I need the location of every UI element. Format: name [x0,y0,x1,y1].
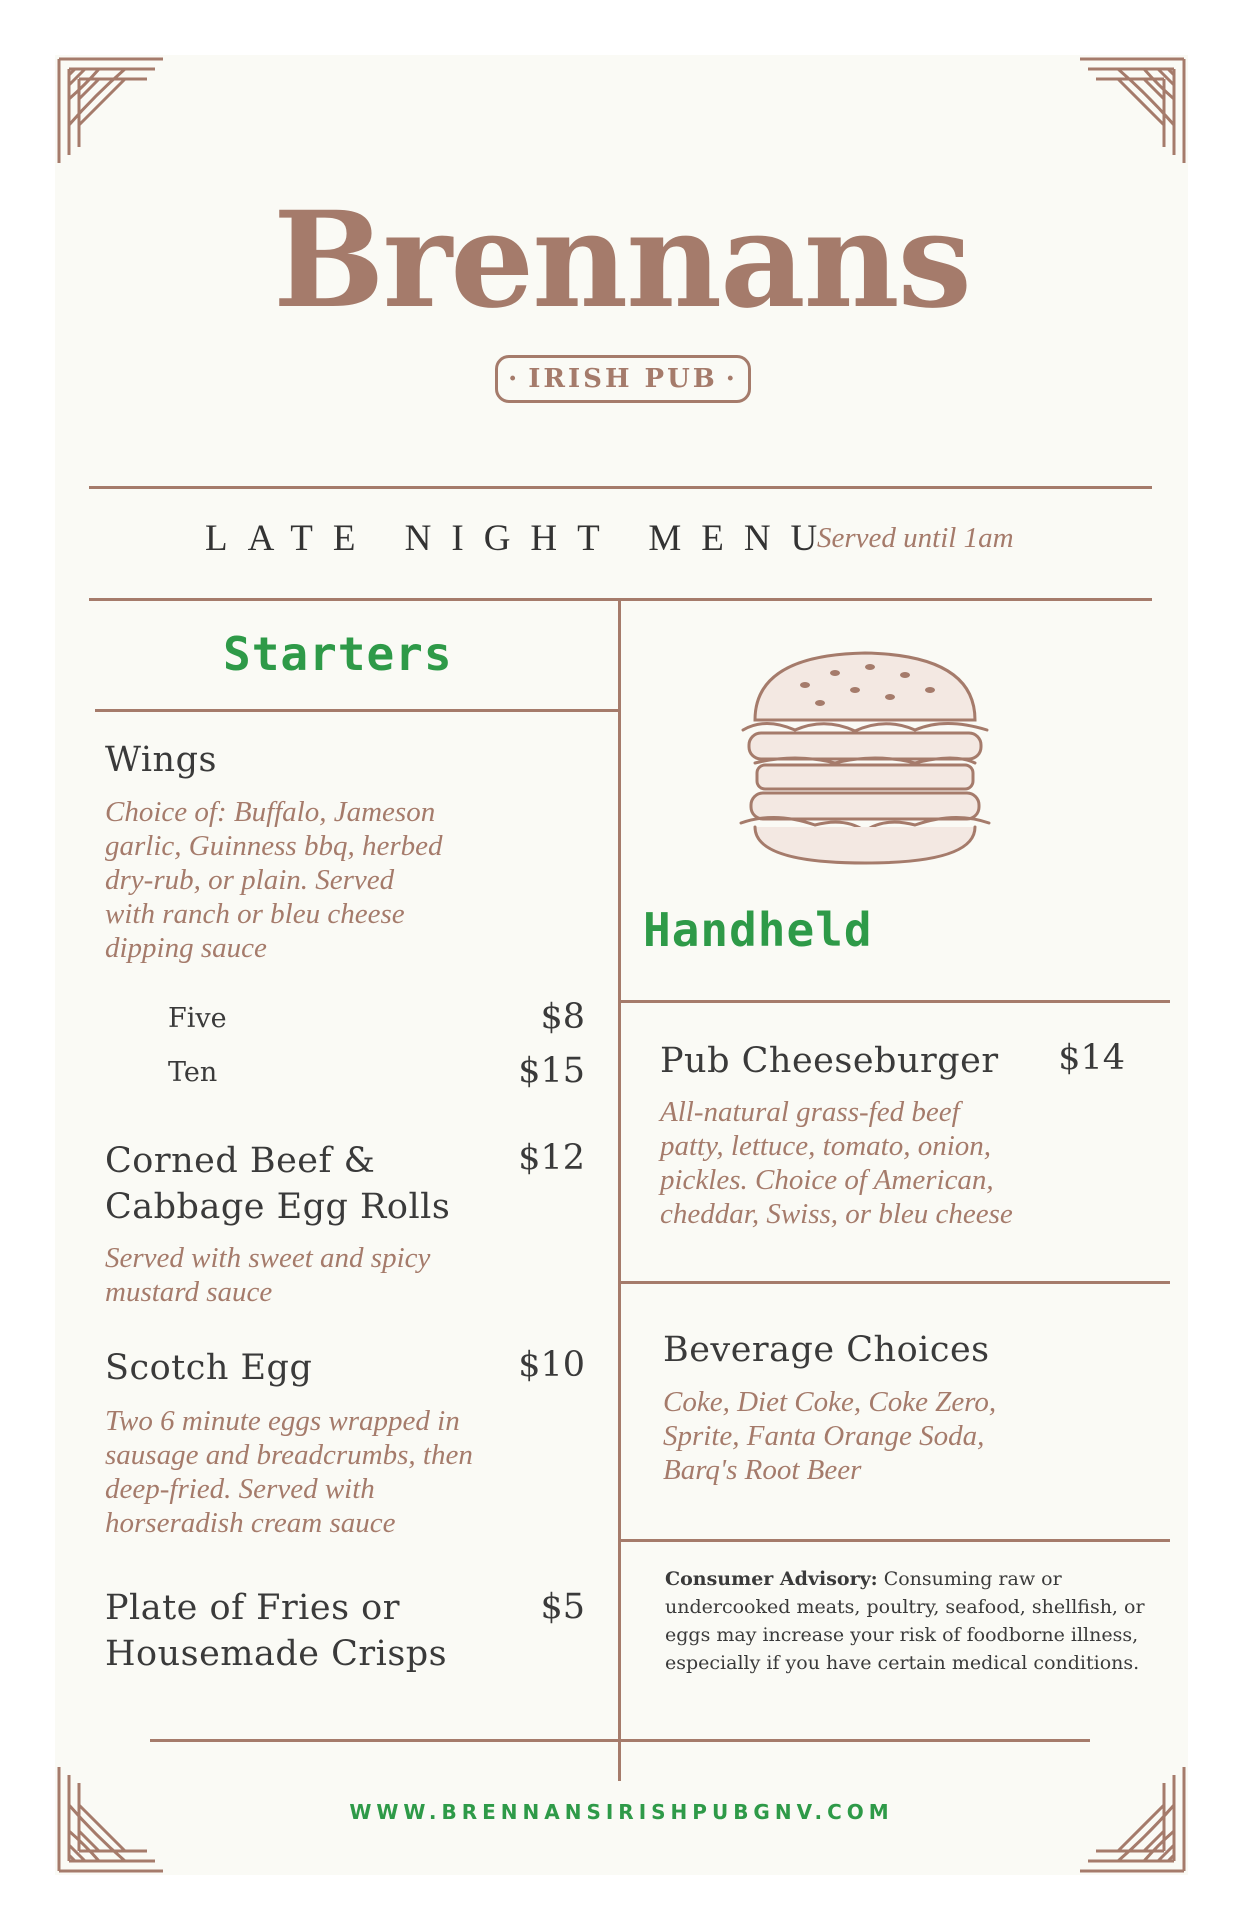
column-divider [618,598,621,1781]
tagline: IRISH PUB [528,364,718,394]
divider [618,1539,1170,1542]
wings-option-five: Five [168,1003,227,1034]
divider [150,1739,1090,1742]
scotch-egg-description: Two 6 minute eggs wrapped in sausage and breadcrumbs, then deep-fried. Served with horseradish cream sauce [105,1405,473,1539]
website-link[interactable]: WWW.BRENNANSIRISHPUBGNV.COM [349,1800,894,1824]
wings-price-five: $8 [540,997,585,1037]
beverage-choices-name: Beverage Choices [663,1330,990,1370]
divider [95,709,618,712]
beverage-choices-description: Coke, Diet Coke, Coke Zero, Sprite, Fanta Orange Soda, Barq's Root Beer [663,1386,997,1486]
cheeseburger-name: Pub Cheeseburger [660,1041,999,1081]
wings-description: Choice of: Buffalo, Jameson garlic, Guinness bbq, herbed dry-rub, or plain. Served with ranch or bleu cheese dipping sauce [105,796,443,964]
cheeseburger-description: All-natural grass-fed beef patty, lettuce, tomato, onion, pickles. Choice of American, cheddar, Swiss, or bleu cheese [660,1096,1013,1230]
advisory-text: Consuming raw or undercooked meats, poultry, seafood, shellfish, or eggs may increase your risk of foodborne illness, especially if you have certain medical conditions. [665,1568,1145,1674]
divider [618,1000,1170,1003]
scotch-egg-price: $10 [518,1345,585,1385]
egg-rolls-name: Corned Beef & Cabbage Egg Rolls [105,1141,451,1227]
badge-dot: · [508,364,521,394]
burger-illustration-icon [735,645,995,870]
badge-dot: · [725,364,738,394]
menu-title: LATE NIGHT MENU [205,518,838,559]
consumer-advisory [665,1565,1145,1677]
starters-heading: Starters [223,627,453,681]
menu-page [55,55,1188,1875]
egg-rolls-price: $12 [518,1138,585,1178]
divider [618,1281,1170,1284]
celtic-corner-icon [55,55,167,167]
wings-option-ten: Ten [168,1057,218,1088]
tagline-badge [495,355,751,403]
fries-price: $5 [540,1587,585,1627]
wings-price-ten: $15 [518,1051,585,1091]
egg-rolls-description: Served with sweet and spicy mustard sauce [105,1242,431,1308]
handheld-heading: Handheld [643,903,873,957]
cheeseburger-price: $14 [1058,1038,1125,1078]
brand-name: Brennans [273,183,970,338]
wings-name: Wings [105,740,217,780]
scotch-egg-name: Scotch Egg [105,1348,313,1388]
advisory-label: Consumer Advisory: [665,1568,878,1590]
served-until: Served until 1am [817,522,1014,554]
fries-name: Plate of Fries or Housemade Crisps [105,1588,448,1674]
celtic-corner-icon [1076,55,1188,167]
divider [89,486,1152,489]
